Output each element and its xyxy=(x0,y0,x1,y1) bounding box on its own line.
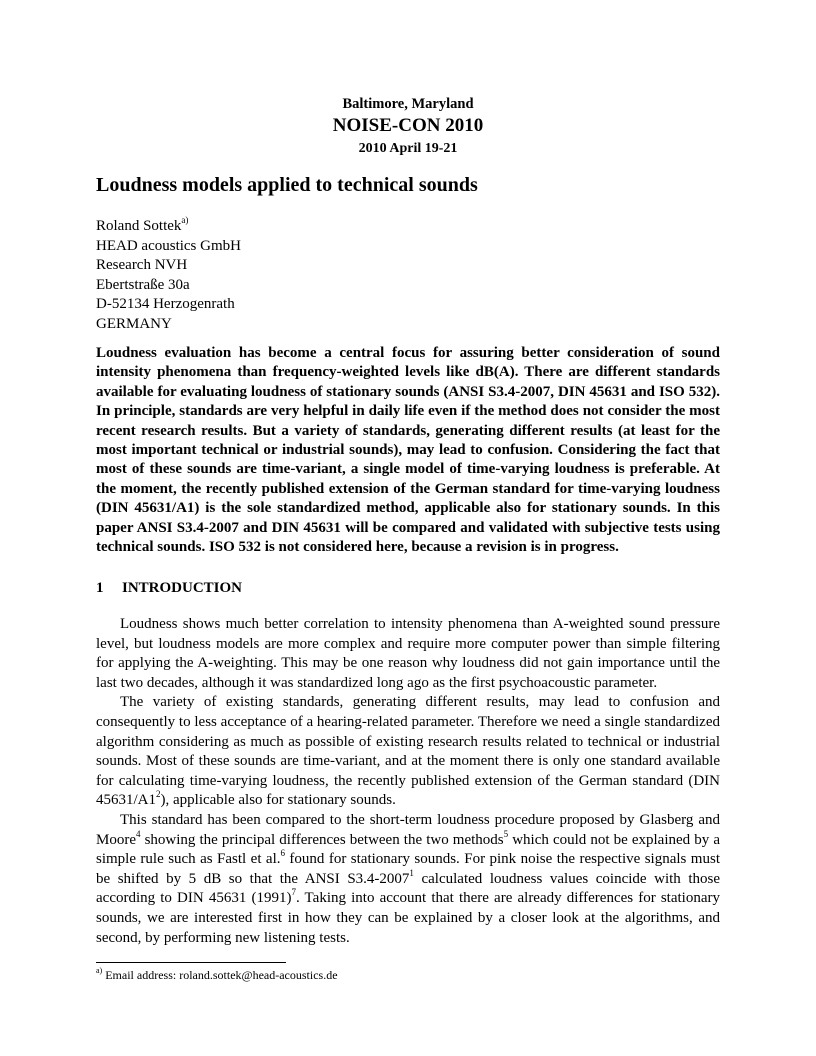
footnote-divider xyxy=(96,962,286,963)
paragraph-text: . Taking into account that there are already differences for stationary sounds, we are interested first in how they can be explained by a closer look at the algorithms, and second, by performing new listening tests. xyxy=(96,890,720,946)
footnote xyxy=(96,968,338,983)
citation: 4 xyxy=(136,828,141,839)
conference-name: NOISE-CON 2010 xyxy=(332,115,484,136)
conference-location: Baltimore, Maryland xyxy=(342,96,474,112)
paragraph-text: calculated loudness values coincide with those according to DIN 45631 (1991) xyxy=(96,870,721,907)
citation: 6 xyxy=(280,848,285,859)
affiliation-company: HEAD acoustics GmbH xyxy=(96,237,241,254)
conference-date: 2010 April 19-21 xyxy=(358,141,458,156)
section-title: INTRODUCTION xyxy=(122,580,243,596)
paragraph-text: ), applicable also for stationary sounds. xyxy=(160,792,396,809)
footnote-mark: a) xyxy=(96,966,103,975)
paragraph-text: The variety of existing standards, generating different results, may lead to confusion and consequently to less acceptance of a hearing-related parameter. Therefore we need a single standardized algorithm considering as much as possible of existing research results related to technical or industrial sounds. Most of these sounds are time-variant, and at the moment there is only one standard available for calculating time-varying loudness, the recently published extension of the German standard (DIN 45631/A1 xyxy=(96,694,720,809)
citation: 2 xyxy=(156,789,161,800)
paragraph: Loudness shows much better correlation to intensity phenomena than A-weighted sound pressure level, but loudness models are more complex and require more computer power than simple filtering for applying the A-weighting. This may be one reason why loudness did not gain importance until the last two decades, although it was standardized long ago as the first psychoacoustic parameter. xyxy=(96,616,720,691)
section-number: 1 xyxy=(96,580,104,596)
author-name: Roland Sottek xyxy=(96,218,182,234)
affiliation-street: Ebertstraße 30a xyxy=(96,276,190,293)
author-block xyxy=(96,217,241,334)
section-heading xyxy=(96,580,242,597)
citation: 7 xyxy=(291,887,296,898)
section-body xyxy=(96,615,720,948)
author-name-line xyxy=(96,217,241,237)
paragraph-text: found for stationary sounds. For pink noise the respective signals must be shifted by 5 dB so that the ANSI S3.4-2007 xyxy=(96,851,720,887)
citation: 5 xyxy=(503,828,509,839)
footnote-text: Email address: roland.sottek@head-acoustics.de xyxy=(102,968,338,982)
paragraph xyxy=(96,693,720,811)
paper-title: Loudness models applied to technical sounds xyxy=(96,174,478,196)
affiliation-country: GERMANY xyxy=(96,315,172,332)
paragraph-text: This standard has been compared to the short-term loudness procedure proposed by Glasberg and Moore xyxy=(96,811,720,848)
paragraph-text: showing the principal differences between the two methods xyxy=(140,831,504,848)
affiliation-city: D-52134 Herzogenrath xyxy=(96,296,235,312)
abstract: Loudness evaluation has become a central focus for assuring better consideration of sound intensity phenomena than frequency-weighted levels like dB(A). There are different standards available for evaluating loudness of stationary sounds (ANSI S3.4-2007, DIN 45631 and ISO 532). In principle, standards are very helpful in daily life even if the method does not consider the most recent research results. But a variety of standards, generating different results (at least for the most important technical or industrial sounds), may lead to confusion. Considering the fact that most of these sounds are time-variant, a single model of time-varying loudness is preferable. At the moment, the recently published extension of the German standard for time-varying loudness (DIN 45631/A1) is the sole standardized method, applicable also for stationary sounds. In this paper ANSI S3.4-2007 and DIN 45631 will be compared and validated with subjective tests using technical sounds. ISO 532 is not considered here, because a revision is in progress. xyxy=(96,345,720,556)
paragraph xyxy=(96,811,720,948)
paragraph-text: which could not be explained by a simple rule such as Fastl et al. xyxy=(96,831,720,868)
author-footnote-mark: a) xyxy=(181,215,189,225)
citation: 1 xyxy=(409,867,414,878)
affiliation-department: Research NVH xyxy=(96,257,188,273)
